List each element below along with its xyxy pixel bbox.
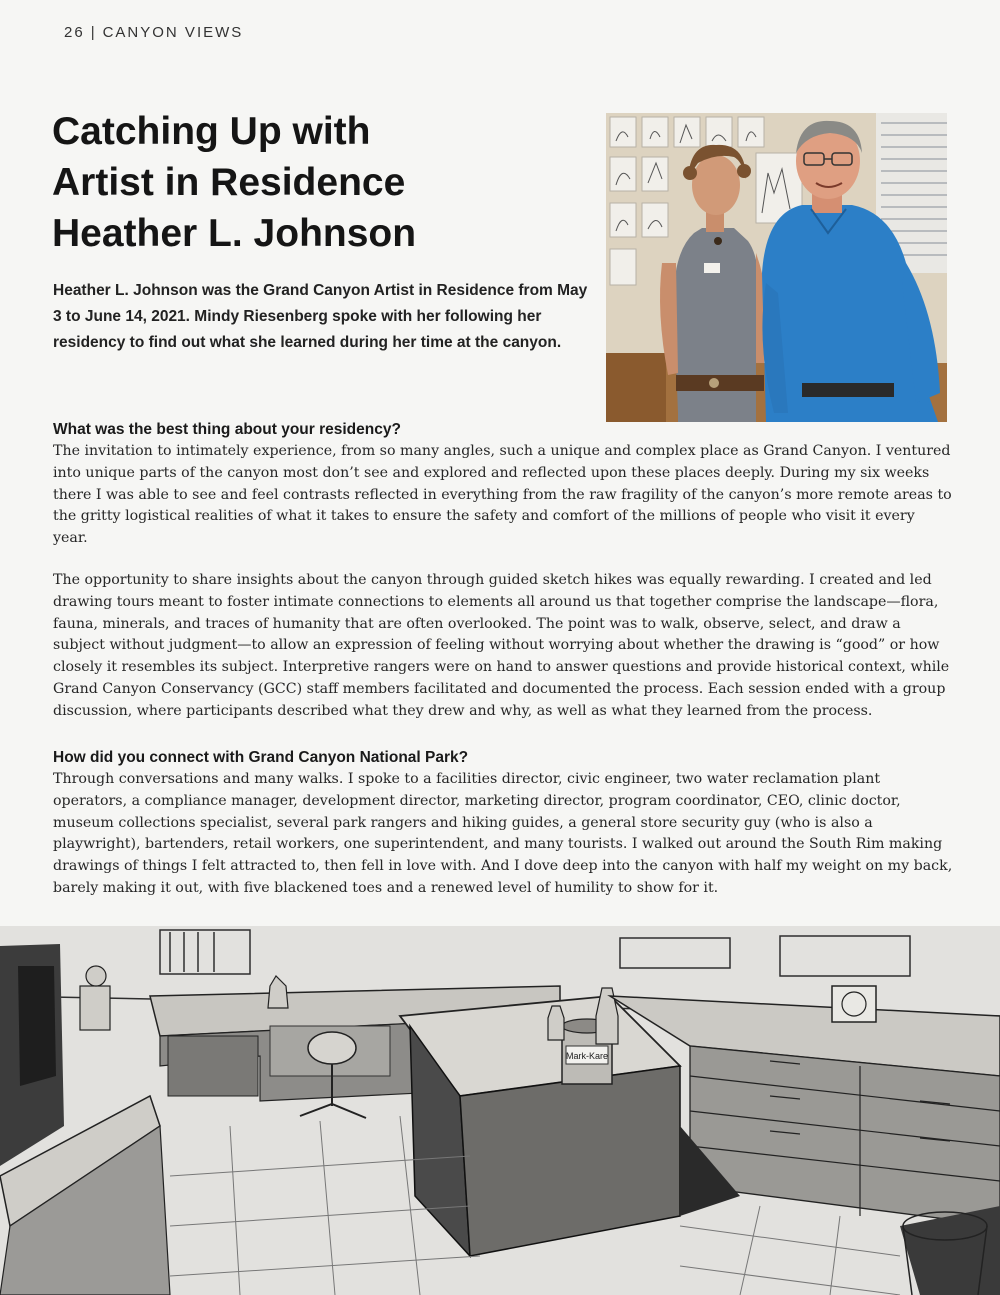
answer-2: Through conversations and many walks. I spoke to a facilities director, civic engineer, two water reclamation plant operators, a compliance manager, development director, marketing director, program coordinator, CEO, clinic doctor, museum collections specialist, several park rangers and hiking guides, a general store security guy (who is also a playwright), bartenders, retail workers, one superintendent, and many tourists. I walked out around the South Rim making drawings of things I felt attracted to, then fell in love with. And I dove deep into the canyon with half my weight on my back, barely making it out, with five blackened toes and a renewed level of humility to show for it. bbox=[53, 771, 953, 896]
title-line-1: Catching Up with bbox=[52, 110, 371, 153]
question-1: What was the best thing about your residency? bbox=[53, 421, 401, 438]
article-title bbox=[52, 106, 572, 259]
page-number: 26 bbox=[64, 24, 85, 41]
paint-can-label: Mark-Kare bbox=[565, 1051, 609, 1061]
title-line-3: Heather L. Johnson bbox=[52, 212, 417, 255]
page-header bbox=[64, 24, 243, 41]
lab-sketch-illustration bbox=[0, 926, 1000, 1295]
portrait-photo-illustration bbox=[606, 113, 947, 422]
portrait-photo bbox=[606, 113, 947, 422]
header-separator: | bbox=[90, 24, 97, 41]
section-name: CANYON VIEWS bbox=[102, 24, 244, 41]
question-2: How did you connect with Grand Canyon National Park? bbox=[53, 749, 469, 766]
article-intro: Heather L. Johnson was the Grand Canyon Artist in Residence from May 3 to June 14, 2021. Mindy Riesenberg spoke with her following her residency to find out what she learned during her time at the canyon. bbox=[53, 282, 588, 351]
answer-1-paragraph-1: The invitation to intimately experience, from so many angles, such a unique and complex place as Grand Canyon. I ventured into unique parts of the canyon most don’t see and explored and reflected upon these places deeply. During my six weeks there I was able to see and feel contrasts reflected in everything from the raw fragility of the canyon’s more remote areas to the gritty logistical realities of what it takes to ensure the safety and comfort of the millions of people who visit it every year. bbox=[53, 443, 952, 547]
lab-sketch-drawing bbox=[0, 926, 1000, 1295]
answer-1-paragraph-2: The opportunity to share insights about the canyon through guided sketch hikes was equally rewarding. I created and led drawing tours meant to foster intimate connections to elements all around us that together comprise the landscape—flora, fauna, minerals, and traces of humanity that are often overlooked. The point was to walk, observe, select, and draw a subject without judgment—to allow an expression of feeling without worrying about whether the drawing is “good” or how closely it resembles its subject. Interpretive rangers were on hand to answer questions and provide historical context, while Grand Canyon Conservancy (GCC) staff members facilitated and documented the process. Each session ended with a group discussion, where participants described what they drew and why, as well as what they learned from the process. bbox=[53, 572, 950, 719]
title-line-2: Artist in Residence bbox=[52, 161, 406, 204]
